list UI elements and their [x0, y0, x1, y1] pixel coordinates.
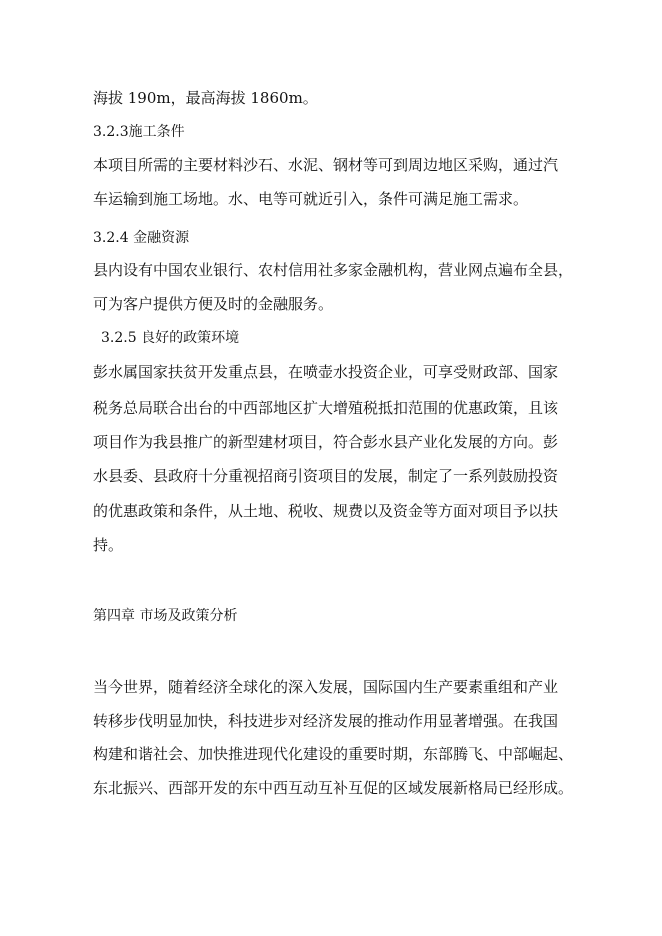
text-line: 的优惠政策和条件，从土地、税收、规费以及资金等方面对项目予以扶 — [93, 502, 559, 520]
text-line: 东北振兴、西部开发的东中西互动互补互促的区域发展新格局已经形成。 — [93, 779, 574, 797]
section-heading-3-2-3: 3.2.3施工条件 — [93, 124, 185, 140]
text-line: 水县委、县政府十分重视招商引资项目的发展，制定了一系列鼓励投资 — [93, 467, 559, 485]
section-heading-3-2-4: 3.2.4 金融资源 — [93, 230, 190, 246]
text-line: 可为客户提供方便及时的金融服务。 — [93, 295, 334, 313]
text-line: 海拔 190m，最高海拔 1860m。 — [93, 89, 318, 107]
text-line: 彭水属国家扶贫开发重点县，在喷壶水投资企业，可享受财政部、国家 — [93, 363, 559, 381]
section-heading-3-2-5: 3.2.5 良好的政策环境 — [101, 330, 240, 346]
text-line: 转移步伐明显加快，科技进步对经济发展的推动作用显著增强。在我国 — [93, 712, 559, 730]
text-line: 县内设有中国农业银行、农村信用社多家金融机构，营业网点遍布全县， — [93, 261, 574, 279]
text-line: 本项目所需的主要材料沙石、水泥、钢材等可到周边地区采购，通过汽 — [93, 156, 559, 174]
text-line: 持。 — [93, 536, 124, 554]
text-line: 当今世界，随着经济全球化的深入发展，国际国内生产要素重组和产业 — [93, 678, 559, 696]
text-line: 车运输到施工场地。水、电等可就近引入，条件可满足施工需求。 — [93, 190, 529, 208]
text-line: 构建和谐社会、加快推进现代化建设的重要时期，东部腾飞、中部崛起、 — [93, 745, 574, 763]
text-line: 税务总局联合出台的中西部地区扩大增殖税抵扣范围的优惠政策，且该 — [93, 399, 559, 417]
chapter-heading: 第四章 市场及政策分析 — [93, 608, 238, 624]
text-line: 项目作为我县推广的新型建材项目，符合彭水县产业化发展的方向。彭 — [93, 433, 559, 451]
